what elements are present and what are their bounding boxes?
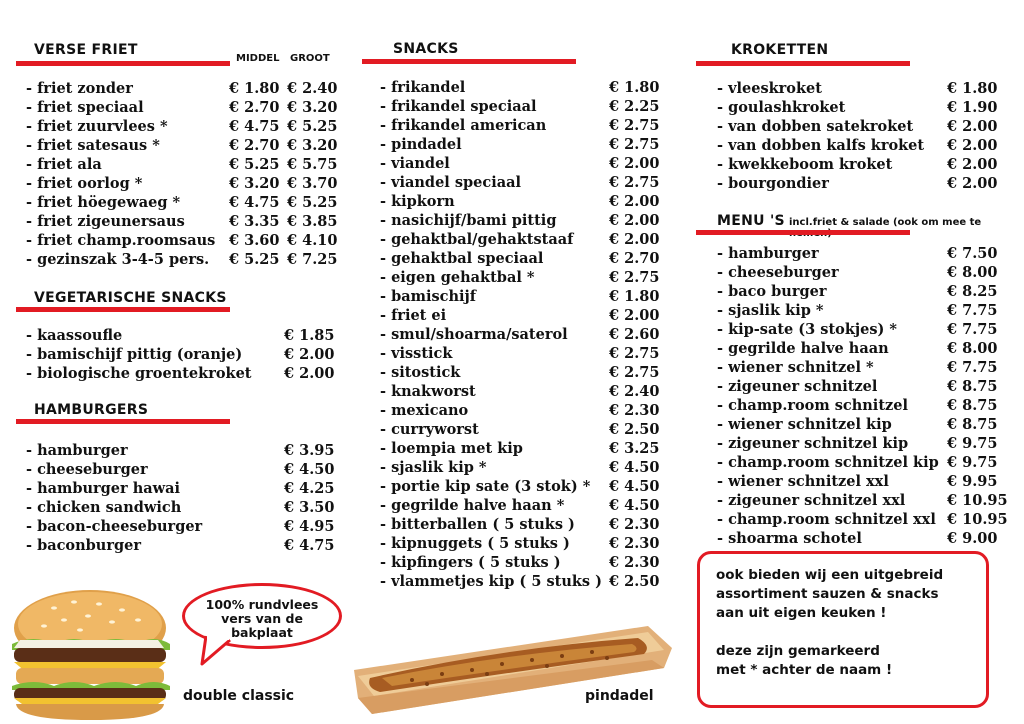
- speech-bubble-tail: [200, 634, 240, 666]
- item-name: - kaassoufle: [26, 327, 123, 344]
- section-title-vegetarische-snacks: VEGETARISCHE SNACKS: [34, 290, 227, 306]
- item-name: - bamischijf: [380, 288, 476, 305]
- item-name: - eigen gehaktbal *: [380, 269, 535, 286]
- item-name: - friet höegewaeg *: [26, 194, 181, 211]
- item-price-price: € 4.75: [284, 537, 335, 554]
- item-name: - friet speciaal: [26, 99, 144, 116]
- item-price-price: € 2.75: [609, 136, 660, 153]
- vegetarische-list: [26, 326, 346, 383]
- menu-item: [380, 135, 670, 154]
- menu-item: [717, 174, 1007, 193]
- note-line: deze zijn gemarkeerd: [716, 643, 880, 659]
- item-price-price: € 3.25: [609, 440, 660, 457]
- item-price-price: € 4.50: [609, 497, 660, 514]
- item-price-price: € 2.75: [609, 345, 660, 362]
- item-price-groot: € 2.40: [287, 80, 338, 97]
- section-divider: [16, 61, 230, 66]
- item-name: - smul/shoarma/saterol: [380, 326, 568, 343]
- item-price-price: € 4.25: [284, 480, 335, 497]
- item-name: - bourgondier: [717, 175, 829, 192]
- menu-item: [26, 326, 346, 345]
- menu-item: [717, 396, 1007, 415]
- burger-caption: double classic: [183, 688, 295, 704]
- item-name: - kipfingers ( 5 stuks ): [380, 554, 561, 571]
- item-name: - kipnuggets ( 5 stuks ): [380, 535, 570, 552]
- item-name: - knakworst: [380, 383, 476, 400]
- menu-item: [26, 174, 346, 193]
- item-name: - friet satesaus *: [26, 137, 160, 154]
- menu-item: [380, 78, 670, 97]
- item-price-price: € 7.75: [947, 359, 998, 376]
- item-name: - loempia met kip: [380, 440, 523, 457]
- item-price-middel: € 3.35: [229, 213, 280, 230]
- item-price-price: € 4.50: [609, 459, 660, 476]
- item-name: - bitterballen ( 5 stuks ): [380, 516, 575, 533]
- item-name: - baco burger: [717, 283, 827, 300]
- item-price-price: € 2.50: [609, 421, 660, 438]
- menu-item: [380, 192, 670, 211]
- menu-item: [380, 382, 670, 401]
- item-name: - gegrilde halve haan *: [380, 497, 565, 514]
- item-name: - gezinszak 3-4-5 pers.: [26, 251, 210, 268]
- item-name: - hamburger hawai: [26, 480, 181, 497]
- item-name: - kwekkeboom kroket: [717, 156, 893, 173]
- menu-item: [717, 282, 1007, 301]
- item-name: - sitostick: [380, 364, 461, 381]
- section-divider: [696, 61, 910, 66]
- item-name: - curryworst: [380, 421, 479, 438]
- item-name: - frikandel speciaal: [380, 98, 537, 115]
- item-price-price: € 8.00: [947, 340, 998, 357]
- menu-item: [717, 510, 1007, 529]
- item-price-price: € 2.50: [609, 573, 660, 590]
- item-name: - friet zuurvlees *: [26, 118, 168, 135]
- menu-item: [26, 250, 346, 269]
- item-name: - champ.room schnitzel: [717, 397, 908, 414]
- item-name: - viandel speciaal: [380, 174, 522, 191]
- note-line: assortiment sauzen & snacks: [716, 586, 939, 602]
- item-price-middel: € 5.25: [229, 251, 280, 268]
- info-note-box: [697, 551, 989, 708]
- item-name: - cheeseburger: [717, 264, 839, 281]
- item-price-middel: € 5.25: [229, 156, 280, 173]
- hamburgers-list: [26, 441, 346, 555]
- item-price-price: € 2.30: [609, 402, 660, 419]
- item-name: - frikandel: [380, 79, 466, 96]
- menu-item: [380, 420, 670, 439]
- item-name: - champ.room schnitzel kip: [717, 454, 939, 471]
- item-name: - nasichijf/bami pittig: [380, 212, 557, 229]
- item-price-price: € 2.00: [609, 155, 660, 172]
- item-name: - gehaktbal/gehaktstaaf: [380, 231, 574, 248]
- menu-item: [717, 377, 1007, 396]
- item-price-groot: € 5.25: [287, 194, 338, 211]
- item-price-price: € 2.40: [609, 383, 660, 400]
- menu-item: [380, 401, 670, 420]
- item-price-price: € 2.30: [609, 554, 660, 571]
- item-name: - mexicano: [380, 402, 469, 419]
- menu-item: [26, 79, 346, 98]
- menu-item: [26, 155, 346, 174]
- menu-item: [380, 534, 670, 553]
- item-price-groot: € 3.20: [287, 99, 338, 116]
- menu-item: [717, 415, 1007, 434]
- item-price-price: € 2.00: [609, 231, 660, 248]
- item-name: - chicken sandwich: [26, 499, 182, 516]
- snacks-list: [380, 78, 670, 591]
- item-price-price: € 1.90: [947, 99, 998, 116]
- double-classic-burger-image: [4, 588, 174, 720]
- menu-item: [380, 211, 670, 230]
- item-name: - zigeuner schnitzel kip: [717, 435, 909, 452]
- item-price-price: € 1.85: [284, 327, 335, 344]
- item-price-price: € 7.75: [947, 302, 998, 319]
- menu-item: [717, 472, 1007, 491]
- item-name: - visstick: [380, 345, 453, 362]
- item-name: - gehaktbal speciaal: [380, 250, 544, 267]
- menu-item: [380, 116, 670, 135]
- menu-item: [26, 345, 346, 364]
- item-price-price: € 8.75: [947, 378, 998, 395]
- item-price-middel: € 4.75: [229, 118, 280, 135]
- menu-item: [380, 515, 670, 534]
- item-price-middel: € 3.20: [229, 175, 280, 192]
- menu-item: [26, 212, 346, 231]
- column-label-groot: GROOT: [290, 53, 330, 64]
- item-name: - hamburger: [26, 442, 128, 459]
- item-price-middel: € 3.60: [229, 232, 280, 249]
- item-name: - wiener schnitzel *: [717, 359, 874, 376]
- item-name: - sjaslik kip *: [380, 459, 487, 476]
- item-price-price: € 2.00: [284, 346, 335, 363]
- section-divider: [16, 419, 230, 424]
- item-price-price: € 1.80: [609, 288, 660, 305]
- item-price-price: € 2.75: [609, 174, 660, 191]
- item-price-price: € 10.95: [947, 511, 1008, 528]
- item-price-price: € 7.75: [947, 321, 998, 338]
- item-name: - friet zonder: [26, 80, 133, 97]
- section-divider: [696, 230, 910, 235]
- menu-item: [26, 517, 346, 536]
- menu-item: [717, 244, 1007, 263]
- note-line: aan uit eigen keuken !: [716, 605, 887, 621]
- menu-item: [717, 117, 1007, 136]
- menu-item: [380, 249, 670, 268]
- bubble-line: vers van de: [221, 611, 303, 626]
- menu-item: [717, 434, 1007, 453]
- menu-item: [26, 536, 346, 555]
- note-line: ook bieden wij een uitgebreid: [716, 567, 944, 583]
- item-price-middel: € 4.75: [229, 194, 280, 211]
- menu-item: [380, 173, 670, 192]
- menu-item: [26, 460, 346, 479]
- item-name: - friet champ.roomsaus: [26, 232, 216, 249]
- menu-item: [380, 230, 670, 249]
- section-divider: [16, 307, 230, 312]
- item-price-price: € 8.75: [947, 416, 998, 433]
- item-price-groot: € 4.10: [287, 232, 338, 249]
- item-name: - van dobben kalfs kroket: [717, 137, 925, 154]
- item-price-price: € 9.75: [947, 454, 998, 471]
- verse-friet-list: [26, 79, 346, 269]
- bubble-line: 100% rundvlees: [205, 597, 319, 612]
- menu-item: [717, 529, 1007, 548]
- item-price-price: € 2.00: [947, 175, 998, 192]
- item-price-price: € 2.00: [947, 118, 998, 135]
- item-name: - bamischijf pittig (oranje): [26, 346, 243, 363]
- item-name: - wiener schnitzel xxl: [717, 473, 889, 490]
- menu-item: [717, 263, 1007, 282]
- menu-item: [26, 193, 346, 212]
- item-name: - shoarma schotel: [717, 530, 862, 547]
- menu-item: [717, 491, 1007, 510]
- menu-item: [380, 268, 670, 287]
- item-name: - cheeseburger: [26, 461, 148, 478]
- item-price-price: € 3.50: [284, 499, 335, 516]
- item-name: - champ.room schnitzel xxl: [717, 511, 936, 528]
- column-label-middel: MIDDEL: [236, 53, 280, 64]
- snack-caption: pindadel: [585, 688, 654, 704]
- item-price-price: € 7.50: [947, 245, 998, 262]
- item-name: - pindadel: [380, 136, 462, 153]
- item-price-groot: € 7.25: [287, 251, 338, 268]
- item-price-price: € 2.30: [609, 535, 660, 552]
- section-title-kroketten: KROKETTEN: [731, 42, 829, 58]
- menu-item: [26, 231, 346, 250]
- section-divider: [362, 59, 576, 64]
- item-name: - gegrilde halve haan: [717, 340, 889, 357]
- menu-item: [26, 364, 346, 383]
- item-name: - frikandel american: [380, 117, 547, 134]
- menus-list: [717, 244, 1007, 548]
- item-price-price: € 2.60: [609, 326, 660, 343]
- menu-item: [717, 155, 1007, 174]
- menu-item: [26, 498, 346, 517]
- item-name: - zigeuner schnitzel: [717, 378, 878, 395]
- item-price-groot: € 3.85: [287, 213, 338, 230]
- item-price-middel: € 1.80: [229, 80, 280, 97]
- menu-item: [717, 79, 1007, 98]
- item-price-price: € 9.75: [947, 435, 998, 452]
- item-name: - friet ala: [26, 156, 102, 173]
- item-name: - goulashkroket: [717, 99, 846, 116]
- item-price-price: € 8.25: [947, 283, 998, 300]
- item-name: - wiener schnitzel kip: [717, 416, 892, 433]
- menu-item: [717, 358, 1007, 377]
- item-price-price: € 9.00: [947, 530, 998, 547]
- menu-item: [380, 97, 670, 116]
- section-title-snacks: SNACKS: [393, 41, 459, 57]
- item-price-price: € 1.80: [609, 79, 660, 96]
- item-price-price: € 8.75: [947, 397, 998, 414]
- section-title-hamburgers: HAMBURGERS: [34, 402, 149, 418]
- item-name: - portie kip sate (3 stok) *: [380, 478, 591, 495]
- item-name: - friet zigeunersaus: [26, 213, 185, 230]
- section-title-menus: MENU 'S: [717, 213, 785, 229]
- item-price-groot: € 5.25: [287, 118, 338, 135]
- item-price-price: € 2.00: [947, 156, 998, 173]
- menu-item: [717, 301, 1007, 320]
- item-name: - kipkorn: [380, 193, 455, 210]
- item-price-middel: € 2.70: [229, 99, 280, 116]
- menu-item: [717, 136, 1007, 155]
- item-price-price: € 10.95: [947, 492, 1008, 509]
- menu-item: [717, 339, 1007, 358]
- menu-item: [26, 117, 346, 136]
- note-line: met * achter de naam !: [716, 662, 893, 678]
- menu-item: [26, 136, 346, 155]
- bubble-line: bakplaat: [231, 625, 293, 640]
- item-price-price: € 2.00: [609, 307, 660, 324]
- item-price-price: € 2.30: [609, 516, 660, 533]
- item-price-price: € 9.95: [947, 473, 998, 490]
- menu-item: [380, 306, 670, 325]
- menu-item: [380, 287, 670, 306]
- item-name: - hamburger: [717, 245, 819, 262]
- item-name: - viandel: [380, 155, 450, 172]
- item-price-price: € 4.50: [284, 461, 335, 478]
- item-price-price: € 2.00: [609, 193, 660, 210]
- item-price-price: € 4.50: [609, 478, 660, 495]
- menu-item: [26, 98, 346, 117]
- item-name: - biologische groentekroket: [26, 365, 252, 382]
- menu-item: [380, 439, 670, 458]
- item-price-price: € 3.95: [284, 442, 335, 459]
- item-name: - vleeskroket: [717, 80, 822, 97]
- item-price-price: € 2.75: [609, 117, 660, 134]
- item-price-price: € 2.75: [609, 364, 660, 381]
- menu-item: [380, 344, 670, 363]
- menu-item: [380, 477, 670, 496]
- item-name: - vlammetjes kip ( 5 stuks ): [380, 573, 602, 590]
- item-name: - zigeuner schnitzel xxl: [717, 492, 906, 509]
- menu-item: [26, 441, 346, 460]
- item-price-groot: € 5.75: [287, 156, 338, 173]
- item-name: - bacon-cheeseburger: [26, 518, 203, 535]
- menu-item: [380, 458, 670, 477]
- item-price-price: € 2.25: [609, 98, 660, 115]
- item-price-groot: € 3.20: [287, 137, 338, 154]
- item-name: - kip-sate (3 stokjes) *: [717, 321, 898, 338]
- item-price-groot: € 3.70: [287, 175, 338, 192]
- menu-item: [380, 553, 670, 572]
- menu-item: [717, 98, 1007, 117]
- item-price-middel: € 2.70: [229, 137, 280, 154]
- menus-subtitle: incl.friet & salade (ook om mee te: [789, 217, 982, 228]
- menu-item: [380, 325, 670, 344]
- item-price-price: € 2.00: [609, 212, 660, 229]
- item-price-price: € 1.80: [947, 80, 998, 97]
- item-name: - baconburger: [26, 537, 141, 554]
- item-price-price: € 2.75: [609, 269, 660, 286]
- item-price-price: € 2.00: [284, 365, 335, 382]
- menu-item: [380, 363, 670, 382]
- item-price-price: € 2.00: [947, 137, 998, 154]
- menu-item: [380, 572, 670, 591]
- menu-item: [717, 320, 1007, 339]
- item-name: - friet oorlog *: [26, 175, 143, 192]
- item-name: - friet ei: [380, 307, 447, 324]
- item-name: - van dobben satekroket: [717, 118, 914, 135]
- item-price-price: € 8.00: [947, 264, 998, 281]
- kroketten-list: [717, 79, 1007, 193]
- item-price-price: € 4.95: [284, 518, 335, 535]
- menu-item: [26, 479, 346, 498]
- section-title-verse-friet: VERSE FRIET: [34, 42, 138, 58]
- menu-item: [717, 453, 1007, 472]
- menu-item: [380, 496, 670, 515]
- item-name: - sjaslik kip *: [717, 302, 824, 319]
- menu-item: [380, 154, 670, 173]
- item-price-price: € 2.70: [609, 250, 660, 267]
